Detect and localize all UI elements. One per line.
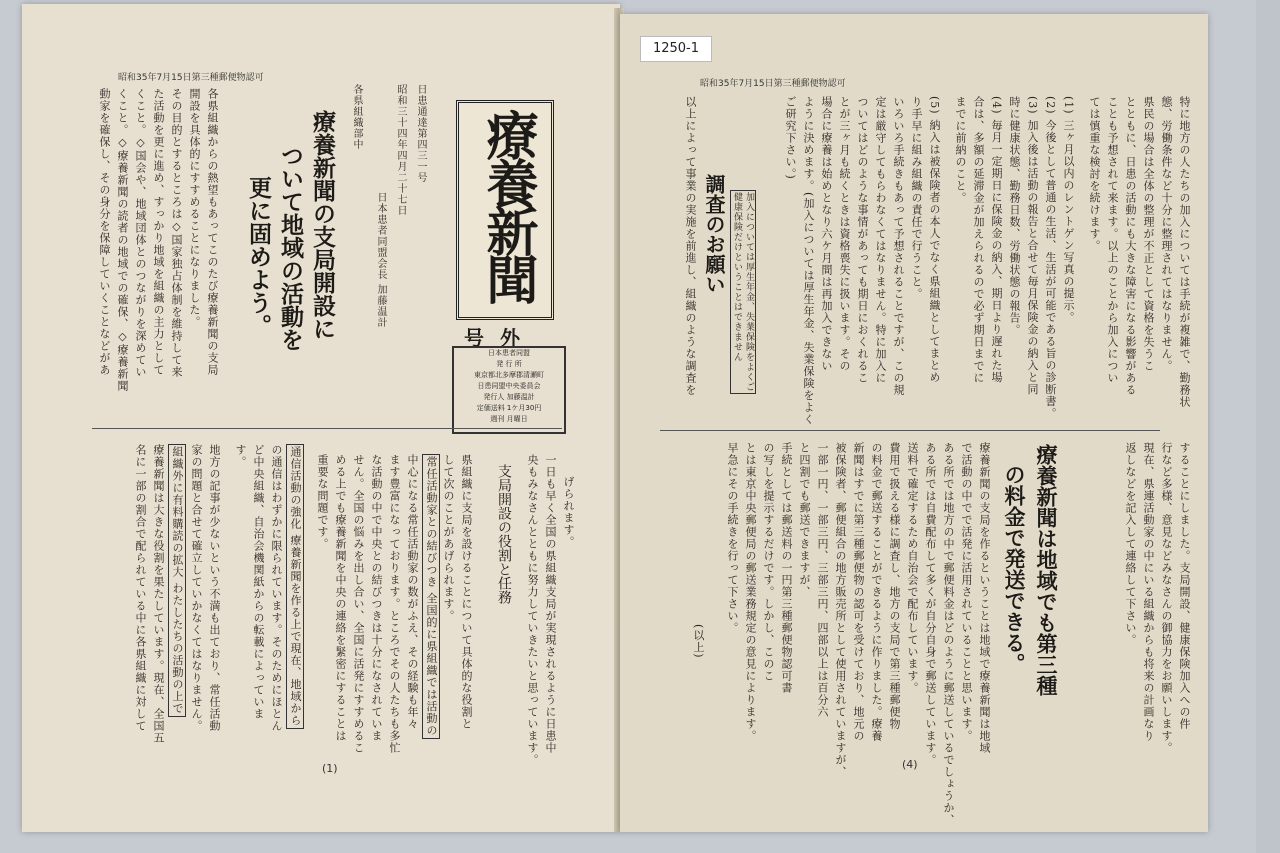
body-line: とともに、日患の活動にも大きな障害になる影響がある: [1124, 96, 1137, 396]
body-line: 態、労働条件など十分に整理されてはなりません。: [1160, 96, 1173, 372]
gogai-label: 号外: [464, 326, 536, 350]
body-line: して次のことがあげられます。: [442, 454, 455, 622]
right-page-header: 昭和35年7月15日第三種郵便物認可: [700, 79, 846, 89]
headline-line: ついて地域の活動を: [277, 144, 304, 351]
left-page: [22, 4, 620, 832]
registration-line: 昭和三十四年四月二十七日: [395, 84, 406, 216]
body-line: の写しを提示するだけです。しかし、このこ: [762, 442, 775, 682]
body-line: 県民の場合は全体の整理が不正として資格を失うこ: [1142, 96, 1155, 372]
body-line: 県組織に支局を設けることについて具体的な役割と: [460, 454, 473, 730]
body-line: せん。全国の悩みを出し合い、全国に活発にすすめるこ: [352, 454, 365, 754]
subsection-heading: 調査のお願い: [702, 174, 726, 294]
body-line: (4) 毎月一定期日に保険金の納入、期日より遅れた場: [990, 96, 1003, 384]
subsection-heading: 支局開設の役割と任務: [496, 464, 512, 604]
body-line: 療養新聞の支局を作るということは地域で療養新聞は地域: [978, 442, 991, 754]
headline-line: 療養新聞の支局開設に: [309, 110, 336, 340]
body-line: 央もみなさんとともに努力していきたいと思っています。: [526, 454, 539, 766]
body-line: 定は厳守してもらわなくてはなりません。特に加入に: [874, 96, 887, 384]
body-line: 家の問題と合せて確立していかなくてはなりません。: [190, 444, 203, 732]
body-line: の通信はわずかに限られています。そのためにほとん: [270, 444, 283, 732]
body-line: (5) 納入は被保険者の本人でなく県組織としてまとめ: [928, 96, 941, 384]
body-line: 被保険者、郵便組合の地方販売所として使用されていますが、: [834, 442, 847, 778]
body-line: ます豊富になっております。ところでその人たちも多忙: [388, 454, 401, 754]
body-line: ては慎重な検討を続けます。: [1088, 96, 1101, 252]
body-line: ど中央組織、自治会機関紙からの転載によっていま: [252, 444, 265, 720]
body-line: 合は、多額の延滞金が加えられるので必ず期日までに: [972, 96, 985, 384]
body-line: 時に健康状態、勤務日数、労働状態の報告。: [1008, 96, 1021, 336]
publisher-line: 発 行 所: [496, 360, 522, 368]
body-line: までに前納のこと。: [954, 96, 967, 204]
body-line: 動家を確保し、その身分を保障していくことなどがあ: [98, 88, 111, 376]
body-line: 送料で確定するため自治会で配布しています。: [906, 442, 919, 694]
publisher-line: 定価送料 1ケ月30円: [476, 404, 542, 412]
closing-mark: (以上): [692, 624, 705, 659]
boxed-body-line: 通信活動の強化 療養新聞を作る上で現在、地域から: [286, 444, 304, 729]
publisher-box: [452, 346, 566, 434]
body-line: ある所では自費配布して多くが自分自身で郵送しています。: [924, 442, 937, 766]
body-line: の料金で郵送することができるように作りました。療養: [870, 442, 883, 742]
body-line: することにしました。支局開設、健康保険加入への件: [1178, 442, 1191, 730]
body-line: 現在、県連活動家の中にいる組織からも将来の計画なり: [1142, 442, 1155, 742]
body-line: 各県組織からの熱望もあってこのたび療養新聞の支局: [206, 88, 219, 376]
section-divider: [92, 428, 562, 429]
body-line: ことも予想されて来ます。以上のことから加入につい: [1106, 96, 1119, 384]
right-page-number: (4): [902, 758, 918, 771]
body-line: 特に地方の人たちの加入については手続が複雑で、勤務状: [1178, 96, 1191, 408]
body-line: な活動の中で中央との結びつきは十分になされていま: [370, 454, 383, 742]
body-line: 重要な問題です。: [316, 454, 329, 550]
body-line: げられます。: [562, 476, 575, 548]
body-line: 以上によって事業の実施を前進し、組織のような調査を: [684, 96, 697, 396]
left-page-number: (1): [322, 762, 338, 775]
catalog-label: 1250-1: [640, 36, 712, 62]
body-line: (2) 今後として普通の生活、生活が可能である旨の診断書。: [1044, 96, 1057, 420]
body-line: 新聞はすでに第三種郵便物の認可を受けており、地元の: [852, 442, 865, 742]
right-page: [620, 14, 1208, 832]
body-line: 一日も早く全国の県組織支局が実現されるように日患中: [544, 454, 557, 754]
body-line: 早急にその手続きを行って下さい。: [726, 442, 739, 634]
body-line: 名に一部の割合で配られている中に各県組織に対して: [134, 444, 147, 732]
publisher-line: 週刊 月曜日: [490, 415, 528, 423]
body-line: (3) 加入後は活動の報告と合せて毎月保険金の納入と同: [1026, 96, 1039, 396]
body-line: 中心になる常任活動家の数がふえ、その経験も年々: [406, 454, 419, 730]
body-line: ある所では地方の中で郵便料金はどのように郵送しているでしょうか、: [942, 442, 955, 826]
body-line: ご研究下さい。): [784, 96, 797, 180]
body-line: める上でも療養新聞を中央の連絡を緊密にすることは: [334, 454, 347, 742]
headline-line: の料金で発送できる。: [1002, 464, 1027, 674]
masthead-title: 療養新聞: [477, 109, 538, 301]
note-box: 加入については厚生年金、失業保険をよくご健康保険だけということはできません: [732, 192, 754, 392]
body-line: 一部一円、一部三円、三部三円、四部以上は百分六: [816, 442, 829, 718]
headline-line: 療養新聞は地域でも第三種: [1034, 444, 1059, 696]
body-line: 行など多様、意見などみなさんの御協力をお願いします。: [1160, 442, 1173, 754]
publisher-line: 日患同盟中央委員会: [477, 382, 541, 390]
body-line: その目的とするところは◇国家独占体制を維持して来: [170, 88, 183, 378]
masthead-box: [456, 100, 554, 320]
section-divider: [660, 430, 1160, 431]
registration-line: 日患通達第四三一号: [415, 84, 426, 183]
registration-line: 各県組織部中: [351, 84, 362, 150]
body-line: 地方の記事が少ないという不満も出ており、常任活動: [208, 444, 221, 732]
body-line: と四割でも郵送できますが、: [798, 442, 811, 598]
frame-edge: [1256, 0, 1280, 853]
body-line: 療養新聞は大きな役割を果たしています。現在、全国五: [152, 444, 165, 744]
body-line: くこと。◇国会や、地域団体とのつながりを深めてい: [134, 88, 147, 378]
body-line: ついてはどのような事情があっても期日におくれるこ: [856, 96, 869, 384]
body-line: くこと。◇療養新聞の読者の地域での確保、◇療養新聞: [116, 88, 129, 392]
body-line: 場合に療養は始めとなり六ケ月間は再加入できない: [820, 96, 833, 372]
body-line: とは東京中央郵便局の郵送業務規定の意見によります。: [744, 442, 757, 742]
body-line: 返しなどを記入して連絡して下さい。: [1124, 442, 1137, 646]
left-page-header: 昭和35年7月15日第三種郵便物認可: [118, 73, 264, 83]
body-line: 手続としては郵送料の一円第三種郵便物認可書: [780, 442, 793, 694]
body-line: 開設を具体的にすすめることになりました。: [188, 88, 201, 328]
registration-line: 日本患者同盟会長 加藤温計: [375, 192, 386, 329]
publisher-line: 日本患者同盟: [488, 349, 530, 357]
publisher-line: 東京都北多摩郡清瀬町: [474, 371, 544, 379]
publisher-line: 発行人 加藤温計: [483, 393, 535, 401]
body-line: す。: [234, 444, 247, 468]
body-line: た活動を更に進め、すっかり地域を組織の主力として: [152, 88, 165, 376]
body-line: り手早に組み組織の責任で行うこと。: [910, 96, 923, 300]
body-line: (1) 三ヶ月以内のレントゲン写真の提示。: [1062, 96, 1075, 324]
body-line: とが三ヶ月も続くときは資格喪失に扱います。その: [838, 96, 851, 372]
boxed-body-line: 組織外に有料購読の拡大 わたしたちの活動の上で: [168, 444, 186, 717]
headline-line: 更に固めよう。: [245, 176, 272, 337]
body-line: 費用で扱える様に調査し、地方の支局で第三種郵便物: [888, 442, 901, 730]
body-line: いろいろ手続きもあって予想されることですが、この規: [892, 96, 905, 396]
body-line: で活動の中でで活発に活用されていることと思います。: [960, 442, 973, 742]
boxed-body-line: 常任活動家との結びつき 全国的に県組織では活動の: [422, 454, 440, 739]
body-line: ように決めます。(加入については厚生年金、失業保険をよく: [802, 96, 815, 426]
